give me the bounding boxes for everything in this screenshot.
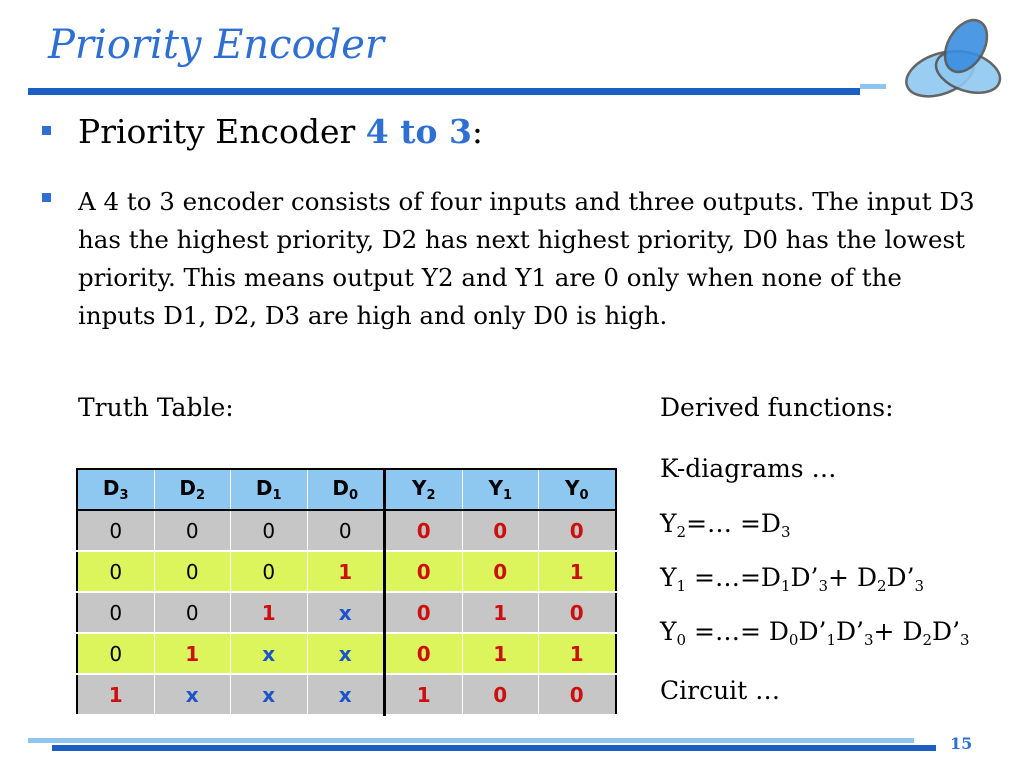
header-label: D xyxy=(102,476,120,500)
table-row xyxy=(77,510,616,551)
page-number: 15 xyxy=(950,734,973,753)
footer-rule-accent xyxy=(28,738,914,743)
table-cell: 0 xyxy=(77,551,154,592)
truth-table xyxy=(76,468,617,716)
eq-sub: 3 xyxy=(960,631,970,649)
table-header-cell xyxy=(307,469,385,510)
header-subscript: 0 xyxy=(349,488,359,503)
table-header-cell xyxy=(385,469,463,510)
table-cell: x xyxy=(231,674,308,715)
table-cell: 0 xyxy=(385,592,463,633)
eq-text: D’ xyxy=(798,617,827,646)
table-cell: 0 xyxy=(77,592,154,633)
header-label: D xyxy=(332,476,350,500)
table-cell: 0 xyxy=(154,551,231,592)
table-header-cell xyxy=(231,469,308,510)
table-cell: 0 xyxy=(385,551,463,592)
header-label: Y xyxy=(564,476,580,500)
footer-rule xyxy=(52,745,936,751)
eq-text: D’ xyxy=(790,563,819,592)
table-cell: 0 xyxy=(539,592,616,633)
table-cell: 1 xyxy=(385,674,463,715)
kdiagrams-text: K-diagrams … xyxy=(660,454,837,483)
header-rule-accent xyxy=(860,84,886,89)
table-cell: 0 xyxy=(231,551,308,592)
header-label: D xyxy=(255,476,273,500)
table-cell: 1 xyxy=(539,633,616,674)
table-cell: 0 xyxy=(385,510,463,551)
table-cell: 1 xyxy=(539,551,616,592)
eq-text: =…=D xyxy=(686,563,781,592)
header-subscript: 0 xyxy=(579,488,589,503)
table-cell: 0 xyxy=(462,551,539,592)
eq-sub: 3 xyxy=(780,523,791,541)
truth-table-label: Truth Table: xyxy=(78,393,234,422)
table-cell: 0 xyxy=(462,674,539,715)
eq-text: =…= D xyxy=(686,617,789,646)
table-cell: 1 xyxy=(462,633,539,674)
eq-sub: 3 xyxy=(818,577,829,595)
y2-equation xyxy=(660,509,791,541)
heading xyxy=(78,112,483,151)
table-cell: 0 xyxy=(77,633,154,674)
eq-text: D’ xyxy=(836,617,864,646)
logo xyxy=(902,16,1006,102)
eq-text: + D xyxy=(873,617,923,646)
header-subscript: 2 xyxy=(196,488,206,503)
header-subscript: 2 xyxy=(426,488,436,503)
table-cell: 1 xyxy=(154,633,231,674)
table-cell: x xyxy=(307,633,385,674)
overlapping-ellipses-logo xyxy=(902,16,1005,102)
eq-text: Y xyxy=(660,617,677,646)
description-paragraph: A 4 to 3 encoder consists of four inputs and three outputs. The input D3 has the highest priority, D2 has next highest priority, D0 has the lowest priority. This means output Y2 and Y1 are 0 only when none of the inputs D1, D2, D3 are high and only D0 is high. xyxy=(78,187,975,330)
header-label: D xyxy=(179,476,197,500)
eq-sub: 0 xyxy=(676,631,687,649)
table-cell: 0 xyxy=(154,592,231,633)
table-cell: 0 xyxy=(307,510,385,551)
circuit-text: Circuit … xyxy=(660,676,781,705)
eq-text: Y xyxy=(660,563,677,592)
table-header-cell xyxy=(77,469,154,510)
header-subscript: 3 xyxy=(119,488,129,503)
eq-text: D’ xyxy=(932,617,961,646)
eq-sub: 3 xyxy=(864,631,874,649)
header-subscript: 1 xyxy=(272,488,282,503)
table-row xyxy=(77,633,616,674)
eq-sub: 3 xyxy=(914,577,925,595)
eq-text: =… =D xyxy=(686,509,781,538)
table-cell: 1 xyxy=(77,674,154,715)
table-cell: 0 xyxy=(154,510,231,551)
heading-text: Priority Encoder xyxy=(78,112,366,151)
eq-sub: 1 xyxy=(676,577,687,595)
table-row xyxy=(77,551,616,592)
eq-sub: 2 xyxy=(922,631,933,649)
eq-sub: 2 xyxy=(676,523,687,541)
eq-text: + D xyxy=(828,563,877,592)
y1-equation xyxy=(660,563,924,595)
heading-suffix: : xyxy=(471,112,484,151)
y0-equation xyxy=(660,617,970,649)
table-row xyxy=(77,674,616,715)
table-row xyxy=(77,592,616,633)
table-header-cell xyxy=(462,469,539,510)
eq-text: D’ xyxy=(886,563,915,592)
header-rule xyxy=(28,88,860,95)
eq-sub: 2 xyxy=(877,577,887,595)
heading-highlight: 4 to 3 xyxy=(365,112,472,151)
eq-text: Y xyxy=(660,509,677,538)
eq-sub: 1 xyxy=(826,631,836,649)
table-cell: 0 xyxy=(77,510,154,551)
eq-sub: 0 xyxy=(788,631,799,649)
bullet-icon xyxy=(42,193,51,202)
bullet-icon xyxy=(42,126,51,135)
table-cell: 0 xyxy=(462,510,539,551)
table-cell: 1 xyxy=(307,551,385,592)
eq-sub: 1 xyxy=(780,577,791,595)
header-subscript: 1 xyxy=(502,488,513,503)
table-cell: x xyxy=(154,674,231,715)
header-label: Y xyxy=(411,476,427,500)
derived-functions-label: Derived functions: xyxy=(660,393,894,422)
table-header-cell xyxy=(539,469,616,510)
table-cell: 0 xyxy=(231,510,308,551)
table-header-cell xyxy=(154,469,231,510)
header-label: Y xyxy=(488,476,503,500)
table-cell: 1 xyxy=(231,592,308,633)
table-cell: x xyxy=(231,633,308,674)
table-cell: 1 xyxy=(462,592,539,633)
slide-title: Priority Encoder xyxy=(48,22,385,68)
table-cell: 0 xyxy=(539,674,616,715)
table-cell: 0 xyxy=(539,510,616,551)
table-cell: 0 xyxy=(385,633,463,674)
table-cell: x xyxy=(307,674,385,715)
table-cell: x xyxy=(307,592,385,633)
